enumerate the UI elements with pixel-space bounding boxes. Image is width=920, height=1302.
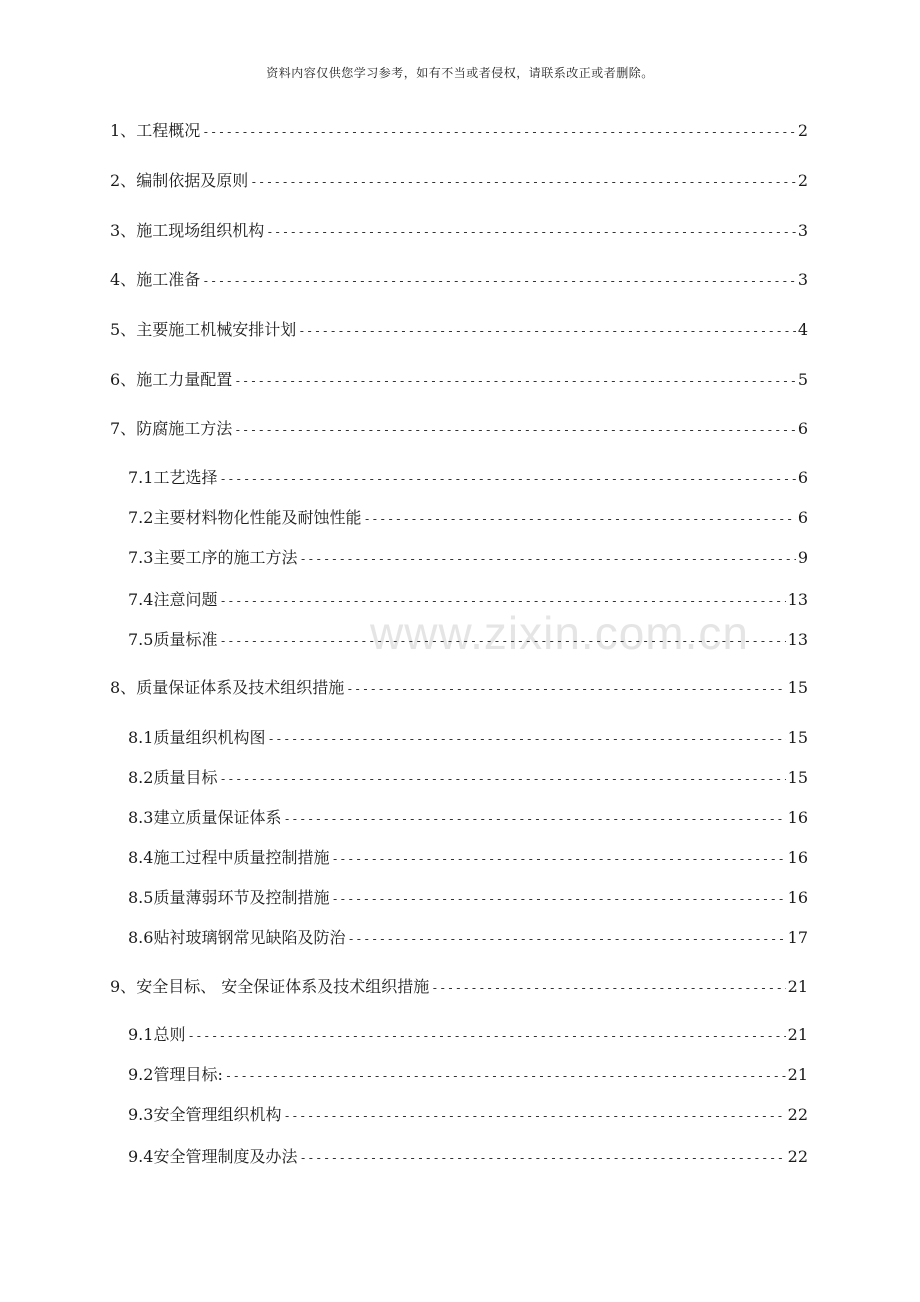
toc-entry-page: 13 <box>787 630 808 649</box>
toc-leader-dashes <box>187 1026 785 1046</box>
toc-entry[interactable] <box>128 848 808 869</box>
toc-entry-number: 8.6 <box>128 928 154 947</box>
toc-entry-page: 2 <box>797 171 808 190</box>
toc-entry-number: 7、 <box>110 419 137 438</box>
toc-entry-page: 13 <box>787 590 808 609</box>
toc-entry-title: 贴衬玻璃钢常见缺陷及防治 <box>153 928 346 947</box>
toc-entry-page: 15 <box>787 768 808 787</box>
toc-entry[interactable] <box>110 678 808 699</box>
toc-entry-number: 5、 <box>110 320 137 339</box>
toc-leader-dashes <box>299 549 795 569</box>
toc-entry[interactable] <box>128 548 808 569</box>
toc-entry[interactable] <box>128 1065 808 1086</box>
toc-entry[interactable] <box>128 468 808 489</box>
toc-entry[interactable] <box>110 171 808 192</box>
toc-entry-title: 施工现场组织机构 <box>136 221 265 240</box>
toc-leader-dashes <box>202 271 796 291</box>
toc-entry-page: 21 <box>787 977 808 996</box>
toc-entry-page: 3 <box>797 221 808 240</box>
toc-entry-number: 6、 <box>110 370 137 389</box>
toc-entry[interactable] <box>128 808 808 829</box>
toc-leader-dashes <box>347 929 785 949</box>
toc-entry[interactable] <box>128 1147 808 1168</box>
toc-entry-number: 8.5 <box>128 888 154 907</box>
toc-entry[interactable] <box>128 508 808 529</box>
toc-entry[interactable] <box>128 768 808 789</box>
toc-leader-dashes <box>363 509 795 529</box>
toc-entry-page: 3 <box>797 270 808 289</box>
toc-entry-page: 21 <box>787 1065 808 1084</box>
toc-leader-dashes <box>283 809 785 829</box>
toc-entry[interactable] <box>110 419 808 440</box>
toc-entry-page: 22 <box>787 1105 808 1124</box>
toc-entry-page: 5 <box>797 370 808 389</box>
toc-entry-number: 3、 <box>110 221 137 240</box>
toc-entry-number: 9.1 <box>128 1025 154 1044</box>
toc-entry-title: 施工力量配置 <box>136 370 233 389</box>
toc-entry-page: 22 <box>787 1147 808 1166</box>
toc-entry-number: 1、 <box>110 121 137 140</box>
toc-leader-dashes <box>219 591 785 611</box>
toc-entry-number: 7.3 <box>128 548 154 567</box>
toc-entry-title: 总则 <box>153 1025 186 1044</box>
toc-entry-page: 16 <box>787 808 808 827</box>
toc-entry-page: 6 <box>797 468 808 487</box>
toc-leader-dashes <box>331 849 785 869</box>
watermark: www.zixin.com.cn <box>370 607 749 659</box>
toc-leader-dashes <box>219 469 795 489</box>
header-note: 资料内容仅供您学习参考，如有不当或者侵权，请联系改正或者删除。 <box>266 66 654 80</box>
toc-entry[interactable] <box>128 1025 808 1046</box>
toc-entry-title: 防腐施工方法 <box>136 419 233 438</box>
toc-leader-dashes <box>267 729 785 749</box>
toc-entry-title: 工程概况 <box>136 121 201 140</box>
toc-entry-number: 9.3 <box>128 1105 154 1124</box>
toc-entry[interactable] <box>110 320 808 341</box>
toc-entry-page: 9 <box>797 548 808 567</box>
toc-entry-title: 主要材料物化性能及耐蚀性能 <box>153 508 362 527</box>
toc-entry-number: 8.4 <box>128 848 154 867</box>
toc-leader-dashes <box>299 1148 785 1168</box>
toc-entry-title: 质量组织机构图 <box>153 728 266 747</box>
toc-entry-title: 主要施工机械安排计划 <box>136 320 297 339</box>
toc-leader-dashes <box>234 420 796 440</box>
toc-entry-title: 注意问题 <box>153 590 218 609</box>
toc-entry-number: 8.3 <box>128 808 154 827</box>
toc-entry-number: 7.2 <box>128 508 154 527</box>
toc-entry[interactable] <box>128 1105 808 1126</box>
toc-entry-page: 21 <box>787 1025 808 1044</box>
toc-entry-title: 施工过程中质量控制措施 <box>153 848 330 867</box>
toc-leader-dashes <box>225 1066 786 1086</box>
toc-entry-title: 安全目标、 安全保证体系及技术组织措施 <box>136 977 430 996</box>
toc-entry[interactable] <box>110 977 808 998</box>
toc-entry-number: 7.5 <box>128 630 154 649</box>
toc-entry-number: 7.1 <box>128 468 154 487</box>
toc-entry[interactable] <box>110 221 808 242</box>
toc-entry[interactable] <box>110 270 808 291</box>
toc-entry-title: 质量目标 <box>153 768 218 787</box>
toc-entry-page: 6 <box>797 419 808 438</box>
toc-entry-number: 7.4 <box>128 590 154 609</box>
toc-entry[interactable] <box>110 370 808 391</box>
toc-entry-number: 8.2 <box>128 768 154 787</box>
toc-entry-title: 安全管理组织机构 <box>153 1105 282 1124</box>
toc-entry-title: 质量保证体系及技术组织措施 <box>136 678 345 697</box>
toc-leader-dashes <box>250 172 796 192</box>
toc-entry-page: 2 <box>797 121 808 140</box>
toc-entry-title: 质量标准 <box>153 630 218 649</box>
toc-entry-page: 15 <box>787 678 808 697</box>
toc-entry-number: 9、 <box>110 977 137 996</box>
toc-entry-page: 15 <box>787 728 808 747</box>
toc-entry[interactable] <box>128 590 808 611</box>
toc-entry-number: 9.4 <box>128 1147 154 1166</box>
toc-entry-number: 4、 <box>110 270 137 289</box>
toc-entry[interactable] <box>110 121 808 142</box>
toc-entry-number: 2、 <box>110 171 137 190</box>
toc-entry-number: 9.2 <box>128 1065 154 1084</box>
toc-entry-title: 质量薄弱环节及控制措施 <box>153 888 330 907</box>
toc-leader-dashes <box>283 1106 785 1126</box>
toc-leader-dashes <box>431 978 785 998</box>
toc-leader-dashes <box>331 889 785 909</box>
toc-entry-number: 8.1 <box>128 728 154 747</box>
toc-leader-dashes <box>266 222 796 242</box>
toc-entry-number: 8、 <box>110 678 137 697</box>
toc-leader-dashes <box>234 371 796 391</box>
toc-entry[interactable] <box>128 928 808 949</box>
toc-entry-title: 主要工序的施工方法 <box>153 548 298 567</box>
toc-entry-page: 16 <box>787 848 808 867</box>
toc-entry-page: 6 <box>797 508 808 527</box>
toc-entry[interactable] <box>128 630 808 651</box>
toc-entry-page: 17 <box>787 928 808 947</box>
toc-entry-title: 编制依据及原则 <box>136 171 249 190</box>
toc-leader-dashes <box>346 679 785 699</box>
toc-entry-title: 安全管理制度及办法 <box>153 1147 298 1166</box>
toc-leader-dashes <box>219 631 785 651</box>
toc-entry[interactable] <box>128 728 808 749</box>
toc-entry[interactable] <box>128 888 808 909</box>
toc-entry-page: 4 <box>797 320 808 339</box>
toc-entry-page: 16 <box>787 888 808 907</box>
toc-entry-title: 工艺选择 <box>153 468 218 487</box>
toc-leader-dashes <box>219 769 785 789</box>
toc-entry-title: 施工准备 <box>136 270 201 289</box>
toc-leader-dashes <box>202 122 796 142</box>
toc-leader-dashes <box>298 321 796 341</box>
toc-entry-title: 建立质量保证体系 <box>153 808 282 827</box>
toc-entry-title: 管理目标: <box>153 1065 223 1084</box>
